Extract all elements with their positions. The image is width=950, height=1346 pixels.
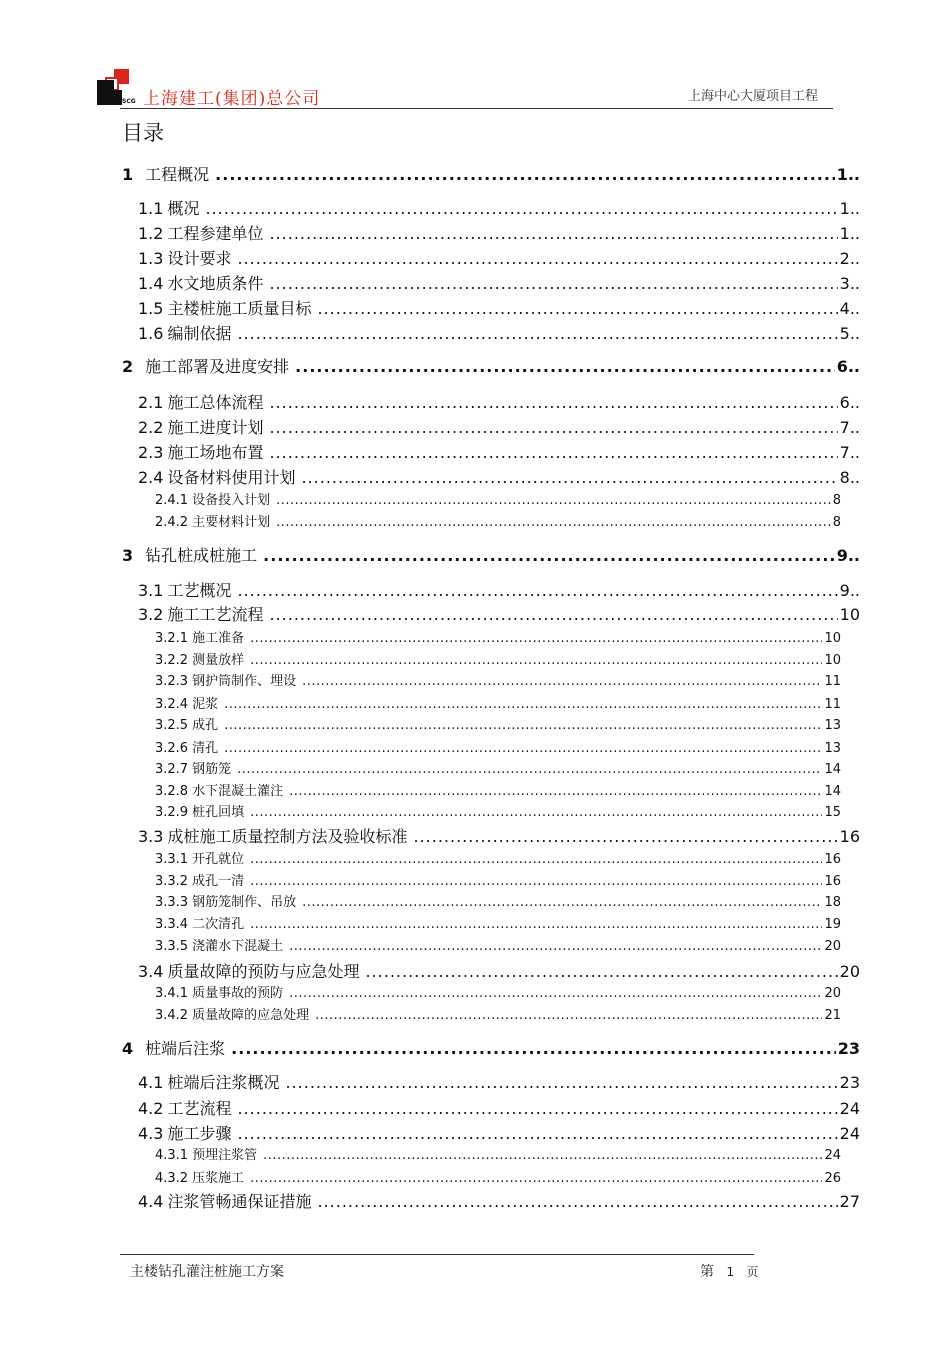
toc-entry[interactable] bbox=[138, 271, 860, 294]
toc-entry-page: 1.. bbox=[839, 199, 860, 218]
toc-entry-title bbox=[155, 870, 244, 889]
toc-leader-dots bbox=[250, 852, 822, 867]
toc-entry-number: 2.1 bbox=[138, 393, 164, 412]
toc-entry-number: 4 bbox=[122, 1039, 134, 1058]
toc-entry-text: 成孔 bbox=[192, 718, 219, 733]
toc-entry-title bbox=[155, 913, 244, 932]
toc-entry-number: 3.2.7 bbox=[155, 762, 189, 777]
toc-entry-page: 23 bbox=[837, 1039, 860, 1058]
toc-entry[interactable] bbox=[122, 354, 860, 377]
toc-entry-text: 水文地质条件 bbox=[167, 274, 264, 293]
toc-entry-title bbox=[155, 1004, 309, 1023]
toc-entry-text: 施工场地布置 bbox=[167, 443, 264, 462]
toc-entry-text: 质量故障的预防与应急处理 bbox=[167, 962, 360, 981]
toc-entry-number: 3.2.2 bbox=[155, 653, 189, 668]
toc-leader-dots bbox=[205, 199, 837, 218]
toc-entry-text: 施工进度计划 bbox=[167, 418, 264, 437]
toc-entry-page: 14 bbox=[824, 784, 841, 799]
toc-entry-number: 3.2.6 bbox=[155, 741, 189, 756]
toc-entry-text: 开孔就位 bbox=[192, 852, 245, 867]
toc-leader-dots bbox=[250, 874, 822, 889]
toc-entry[interactable] bbox=[155, 670, 841, 689]
toc-entry-page: 8 bbox=[832, 493, 841, 508]
toc-entry-title bbox=[155, 1144, 257, 1163]
toc-entry-page: 11 bbox=[824, 697, 841, 712]
toc-entry-number: 3.3.2 bbox=[155, 874, 189, 889]
toc-entry-text: 工艺流程 bbox=[167, 1099, 232, 1118]
toc-entry-title bbox=[138, 578, 231, 601]
toc-entry[interactable] bbox=[155, 801, 841, 820]
toc-entry-text: 工程概况 bbox=[145, 165, 210, 184]
toc-entry[interactable] bbox=[155, 627, 841, 646]
toc-leader-dots bbox=[269, 605, 837, 624]
toc-entry-number: 3 bbox=[122, 546, 134, 565]
toc-entry-text: 浇灌水下混凝土 bbox=[192, 939, 284, 954]
toc-leader-dots bbox=[263, 1148, 822, 1163]
toc-entry-page: 27 bbox=[839, 1192, 860, 1211]
toc-entry-number: 3.4.1 bbox=[155, 986, 189, 1001]
toc-leader-dots bbox=[317, 1192, 837, 1211]
toc-entry-text: 测量放样 bbox=[192, 653, 245, 668]
toc-entry[interactable] bbox=[155, 693, 841, 712]
toc-entry-title bbox=[155, 649, 244, 668]
toc-entry-number: 3.3.4 bbox=[155, 917, 189, 932]
toc-entry-page: 26 bbox=[824, 1171, 841, 1186]
logo-text: SCG bbox=[122, 98, 136, 105]
toc-entry[interactable] bbox=[155, 870, 841, 889]
toc-entry-title bbox=[155, 982, 283, 1001]
toc-entry-number: 4.3.2 bbox=[155, 1171, 189, 1186]
toc-entry-page: 24 bbox=[839, 1099, 860, 1118]
toc-leader-dots bbox=[269, 224, 837, 243]
toc-entry-page: 15 bbox=[824, 805, 841, 820]
toc-entry-title bbox=[138, 1121, 231, 1144]
toc-entry-page: 10 bbox=[824, 631, 841, 646]
toc-leader-dots bbox=[317, 299, 837, 318]
toc-entry-title bbox=[155, 891, 296, 910]
toc-entry-text: 钢筋笼 bbox=[192, 762, 232, 777]
toc-entry-number: 3.3 bbox=[138, 827, 164, 846]
toc-entry[interactable] bbox=[138, 1096, 860, 1119]
toc-entry-title bbox=[155, 780, 283, 799]
toc-entry-text: 水下混凝土灌注 bbox=[192, 784, 284, 799]
toc-entry[interactable] bbox=[138, 959, 860, 982]
toc-entry[interactable] bbox=[138, 246, 860, 269]
toc-entry-text: 设计要求 bbox=[167, 249, 232, 268]
toc-entry-number: 4.2 bbox=[138, 1099, 164, 1118]
toc-entry-text: 预埋注浆管 bbox=[192, 1148, 258, 1163]
toc-entry-number: 2.4 bbox=[138, 468, 164, 487]
toc-entry[interactable] bbox=[138, 824, 860, 847]
toc-entry-text: 概况 bbox=[167, 199, 200, 218]
toc-entry-title bbox=[138, 390, 263, 413]
toc-entry-number: 4.3.1 bbox=[155, 1148, 189, 1163]
toc-entry-text: 施工步骤 bbox=[167, 1124, 232, 1143]
toc-entry-number: 2.4.1 bbox=[155, 493, 189, 508]
toc-entry-title bbox=[138, 221, 263, 244]
toc-entry-page: 1.. bbox=[839, 224, 860, 243]
toc-entry-number: 2.4.2 bbox=[155, 515, 189, 530]
toc-entry-page: 3.. bbox=[839, 274, 860, 293]
toc-entry-number: 3.2.9 bbox=[155, 805, 189, 820]
toc-entry-page: 1.. bbox=[836, 165, 860, 184]
toc-entry-page: 9.. bbox=[836, 546, 860, 565]
toc-entry-title bbox=[138, 415, 263, 438]
toc-leader-dots bbox=[289, 939, 822, 954]
toc-entry-page: 20 bbox=[839, 962, 860, 981]
toc-entry-text: 编制依据 bbox=[167, 324, 232, 343]
toc-entry-page: 10 bbox=[824, 653, 841, 668]
toc-leader-dots bbox=[224, 718, 822, 733]
toc-entry-title bbox=[155, 670, 296, 689]
toc-entry-number: 3.1 bbox=[138, 581, 164, 600]
toc-title: 目录 bbox=[122, 121, 164, 145]
toc-leader-dots bbox=[237, 324, 837, 343]
toc-entry[interactable] bbox=[138, 1070, 860, 1093]
toc-entry[interactable] bbox=[155, 1167, 841, 1186]
toc-entry[interactable] bbox=[138, 1189, 860, 1212]
toc-entry[interactable] bbox=[155, 848, 841, 867]
footer-divider bbox=[120, 1254, 754, 1255]
toc-entry-page: 23 bbox=[839, 1073, 860, 1092]
toc-entry[interactable] bbox=[122, 543, 860, 566]
toc-leader-dots bbox=[289, 986, 822, 1001]
page-prefix: 第 bbox=[700, 1264, 714, 1280]
toc-leader-dots bbox=[224, 741, 822, 756]
toc-entry-title bbox=[122, 162, 209, 185]
project-name: 上海中心大厦项目工程 bbox=[687, 89, 818, 104]
toc-entry-page: 2.. bbox=[839, 249, 860, 268]
toc-entry[interactable] bbox=[138, 465, 860, 488]
toc-entry-title bbox=[138, 824, 407, 847]
toc-entry[interactable] bbox=[138, 440, 860, 463]
toc-entry[interactable] bbox=[138, 196, 860, 219]
toc-leader-dots bbox=[315, 1008, 822, 1023]
toc-entry-page: 20 bbox=[824, 986, 841, 1001]
toc-entry-page: 13 bbox=[824, 741, 841, 756]
toc-leader-dots bbox=[301, 468, 837, 487]
toc-entry-text: 钢护筒制作、埋设 bbox=[192, 674, 297, 689]
toc-leader-dots bbox=[289, 784, 822, 799]
toc-leader-dots bbox=[237, 249, 837, 268]
toc-leader-dots bbox=[237, 1099, 837, 1118]
toc-entry-title bbox=[138, 959, 359, 982]
toc-entry-number: 3.2 bbox=[138, 605, 164, 624]
toc-entry[interactable] bbox=[155, 649, 841, 668]
toc-entry[interactable] bbox=[155, 891, 841, 910]
toc-entry-title bbox=[122, 1036, 225, 1059]
toc-leader-dots bbox=[250, 653, 822, 668]
toc-entry[interactable] bbox=[138, 321, 860, 344]
toc-entry[interactable] bbox=[155, 489, 841, 508]
header-divider bbox=[120, 108, 833, 109]
toc-leader-dots bbox=[285, 1073, 837, 1092]
toc-entry-title bbox=[122, 543, 257, 566]
toc-entry[interactable] bbox=[155, 1144, 841, 1163]
toc-entry-title bbox=[155, 627, 244, 646]
toc-entry-number: 3.3.1 bbox=[155, 852, 189, 867]
toc-entry-title bbox=[155, 848, 244, 867]
toc-leader-dots bbox=[237, 581, 837, 600]
toc-entry-page: 6.. bbox=[839, 393, 860, 412]
toc-entry-page: 6.. bbox=[836, 357, 860, 376]
toc-leader-dots bbox=[269, 418, 837, 437]
toc-entry-text: 桩端后注浆 bbox=[145, 1039, 226, 1058]
toc-entry-text: 成桩施工质量控制方法及验收标准 bbox=[167, 827, 408, 846]
toc-entry-text: 设备投入计划 bbox=[192, 493, 271, 508]
toc-entry-page: 7.. bbox=[839, 443, 860, 462]
toc-entry-title bbox=[138, 1096, 231, 1119]
toc-entry-text: 钢筋笼制作、吊放 bbox=[192, 895, 297, 910]
toc-entry-title bbox=[138, 246, 231, 269]
company-name: 上海建工(集团)总公司 bbox=[143, 89, 321, 109]
toc-entry[interactable] bbox=[155, 511, 841, 530]
footer-page-number bbox=[700, 1261, 767, 1281]
toc-leader-dots bbox=[250, 1171, 822, 1186]
toc-entry-title bbox=[138, 465, 295, 488]
toc-entry[interactable] bbox=[155, 913, 841, 932]
toc-entry[interactable] bbox=[155, 982, 841, 1001]
toc-entry-title bbox=[138, 440, 263, 463]
toc-entry-text: 施工准备 bbox=[192, 631, 245, 646]
toc-leader-dots bbox=[413, 827, 837, 846]
toc-leader-dots bbox=[365, 962, 837, 981]
toc-entry[interactable] bbox=[155, 758, 841, 777]
toc-entry[interactable] bbox=[138, 390, 860, 413]
toc-entry-title bbox=[138, 1189, 311, 1212]
toc-entry[interactable] bbox=[138, 221, 860, 244]
toc-entry-title bbox=[155, 714, 218, 733]
toc-leader-dots bbox=[295, 357, 835, 376]
toc-entry-number: 1.3 bbox=[138, 249, 164, 268]
toc-entry[interactable] bbox=[122, 162, 860, 185]
toc-entry-title bbox=[155, 737, 218, 756]
toc-entry[interactable] bbox=[138, 415, 860, 438]
toc-entry-text: 施工工艺流程 bbox=[167, 605, 264, 624]
toc-leader-dots bbox=[250, 917, 822, 932]
toc-entry-page: 8.. bbox=[839, 468, 860, 487]
toc-entry[interactable] bbox=[138, 602, 860, 625]
toc-entry-text: 主楼桩施工质量目标 bbox=[167, 299, 312, 318]
toc-entry[interactable] bbox=[155, 714, 841, 733]
toc-entry-text: 工程参建单位 bbox=[167, 224, 264, 243]
toc-entry-number: 4.4 bbox=[138, 1192, 164, 1211]
toc-entry-title bbox=[155, 693, 218, 712]
page-number: 1 bbox=[726, 1265, 735, 1279]
toc-entry-page: 10 bbox=[839, 605, 860, 624]
toc-entry-title bbox=[138, 602, 263, 625]
toc-entry-page: 19 bbox=[824, 917, 841, 932]
toc-entry-number: 1.6 bbox=[138, 324, 164, 343]
toc-entry-title bbox=[122, 354, 289, 377]
toc-entry-page: 16 bbox=[824, 852, 841, 867]
toc-entry[interactable] bbox=[138, 578, 860, 601]
toc-entry-text: 压浆施工 bbox=[192, 1171, 245, 1186]
toc-entry-text: 主要材料计划 bbox=[192, 515, 271, 530]
toc-entry-title bbox=[155, 801, 244, 820]
footer-doc-title: 主楼钻孔灌注桩施工方案 bbox=[130, 1264, 284, 1280]
toc-leader-dots bbox=[237, 1124, 837, 1143]
toc-entry-page: 8 bbox=[832, 515, 841, 530]
toc-leader-dots bbox=[237, 762, 822, 777]
toc-entry-text: 施工部署及进度安排 bbox=[145, 357, 290, 376]
toc-leader-dots bbox=[224, 697, 822, 712]
toc-entry-number: 3.2.4 bbox=[155, 697, 189, 712]
toc-entry-title bbox=[155, 511, 270, 530]
toc-entry[interactable] bbox=[138, 296, 860, 319]
toc-leader-dots bbox=[250, 631, 822, 646]
toc-entry-text: 工艺概况 bbox=[167, 581, 232, 600]
page-suffix: 页 bbox=[746, 1265, 759, 1279]
toc-entry-text: 二次清孔 bbox=[192, 917, 245, 932]
toc-entry-text: 设备材料使用计划 bbox=[167, 468, 296, 487]
toc-entry-number: 1.4 bbox=[138, 274, 164, 293]
toc-entry-title bbox=[138, 271, 263, 294]
toc-entry-number: 3.2.1 bbox=[155, 631, 189, 646]
toc-leader-dots bbox=[269, 393, 837, 412]
toc-entry-number: 3.2.3 bbox=[155, 674, 189, 689]
toc-entry-number: 1.2 bbox=[138, 224, 164, 243]
toc-entry-number: 2.3 bbox=[138, 443, 164, 462]
toc-leader-dots bbox=[269, 443, 837, 462]
toc-entry[interactable] bbox=[122, 1036, 860, 1059]
toc-entry-number: 3.4 bbox=[138, 962, 164, 981]
toc-entry-title bbox=[155, 489, 270, 508]
toc-entry[interactable] bbox=[155, 737, 841, 756]
toc-leader-dots bbox=[276, 515, 831, 530]
toc-entry-number: 3.3.3 bbox=[155, 895, 189, 910]
toc-entry-title bbox=[138, 196, 199, 219]
toc-leader-dots bbox=[215, 165, 835, 184]
toc-entry-number: 1.5 bbox=[138, 299, 164, 318]
toc-entry-page: 14 bbox=[824, 762, 841, 777]
toc-entry-page: 21 bbox=[824, 1008, 841, 1023]
toc-entry[interactable] bbox=[155, 1004, 841, 1023]
toc-leader-dots bbox=[263, 546, 835, 565]
toc-entry-number: 1.1 bbox=[138, 199, 164, 218]
toc-entry-text: 施工总体流程 bbox=[167, 393, 264, 412]
toc-entry-number: 2.2 bbox=[138, 418, 164, 437]
toc-entry-number: 1 bbox=[122, 165, 134, 184]
toc-entry-title bbox=[138, 296, 311, 319]
toc-entry-page: 24 bbox=[839, 1124, 860, 1143]
toc-entry-page: 4.. bbox=[839, 299, 860, 318]
toc-entry[interactable] bbox=[155, 780, 841, 799]
toc-entry[interactable] bbox=[155, 935, 841, 954]
toc-entry-page: 24 bbox=[824, 1148, 841, 1163]
toc-entry-title bbox=[155, 1167, 244, 1186]
toc-entry-page: 16 bbox=[839, 827, 860, 846]
toc-entry-number: 4.3 bbox=[138, 1124, 164, 1143]
toc-entry-text: 桩端后注浆概况 bbox=[167, 1073, 280, 1092]
toc-entry-title bbox=[155, 758, 231, 777]
toc-leader-dots bbox=[302, 674, 822, 689]
toc-entry-number: 3.2.5 bbox=[155, 718, 189, 733]
toc-entry-text: 清孔 bbox=[192, 741, 219, 756]
toc-entry-page: 13 bbox=[824, 718, 841, 733]
toc-entry-text: 质量故障的应急处理 bbox=[192, 1008, 310, 1023]
toc-entry-number: 4.1 bbox=[138, 1073, 164, 1092]
toc-entry-title bbox=[138, 1070, 279, 1093]
toc-entry-number: 3.4.2 bbox=[155, 1008, 189, 1023]
toc-entry-text: 质量事故的预防 bbox=[192, 986, 284, 1001]
toc-leader-dots bbox=[276, 493, 831, 508]
toc-entry-title bbox=[155, 935, 283, 954]
toc-leader-dots bbox=[302, 895, 822, 910]
toc-entry-page: 7.. bbox=[839, 418, 860, 437]
toc-entry[interactable] bbox=[138, 1121, 860, 1144]
toc-entry-page: 9.. bbox=[839, 581, 860, 600]
toc-entry-page: 20 bbox=[824, 939, 841, 954]
toc-entry-text: 桩孔回填 bbox=[192, 805, 245, 820]
toc-leader-dots bbox=[231, 1039, 836, 1058]
toc-entry-text: 注浆管畅通保证措施 bbox=[167, 1192, 312, 1211]
toc-entry-number: 2 bbox=[122, 357, 134, 376]
toc-entry-page: 5.. bbox=[839, 324, 860, 343]
toc-entry-page: 16 bbox=[824, 874, 841, 889]
toc-entry-number: 3.3.5 bbox=[155, 939, 189, 954]
toc-entry-title bbox=[138, 321, 231, 344]
toc-leader-dots bbox=[269, 274, 837, 293]
toc-entry-number: 3.2.8 bbox=[155, 784, 189, 799]
toc-entry-page: 11 bbox=[824, 674, 841, 689]
toc-entry-text: 钻孔桩成桩施工 bbox=[145, 546, 258, 565]
toc-entry-page: 18 bbox=[824, 895, 841, 910]
toc-entry-text: 泥浆 bbox=[192, 697, 219, 712]
toc-leader-dots bbox=[250, 805, 822, 820]
toc-entry-text: 成孔一清 bbox=[192, 874, 245, 889]
